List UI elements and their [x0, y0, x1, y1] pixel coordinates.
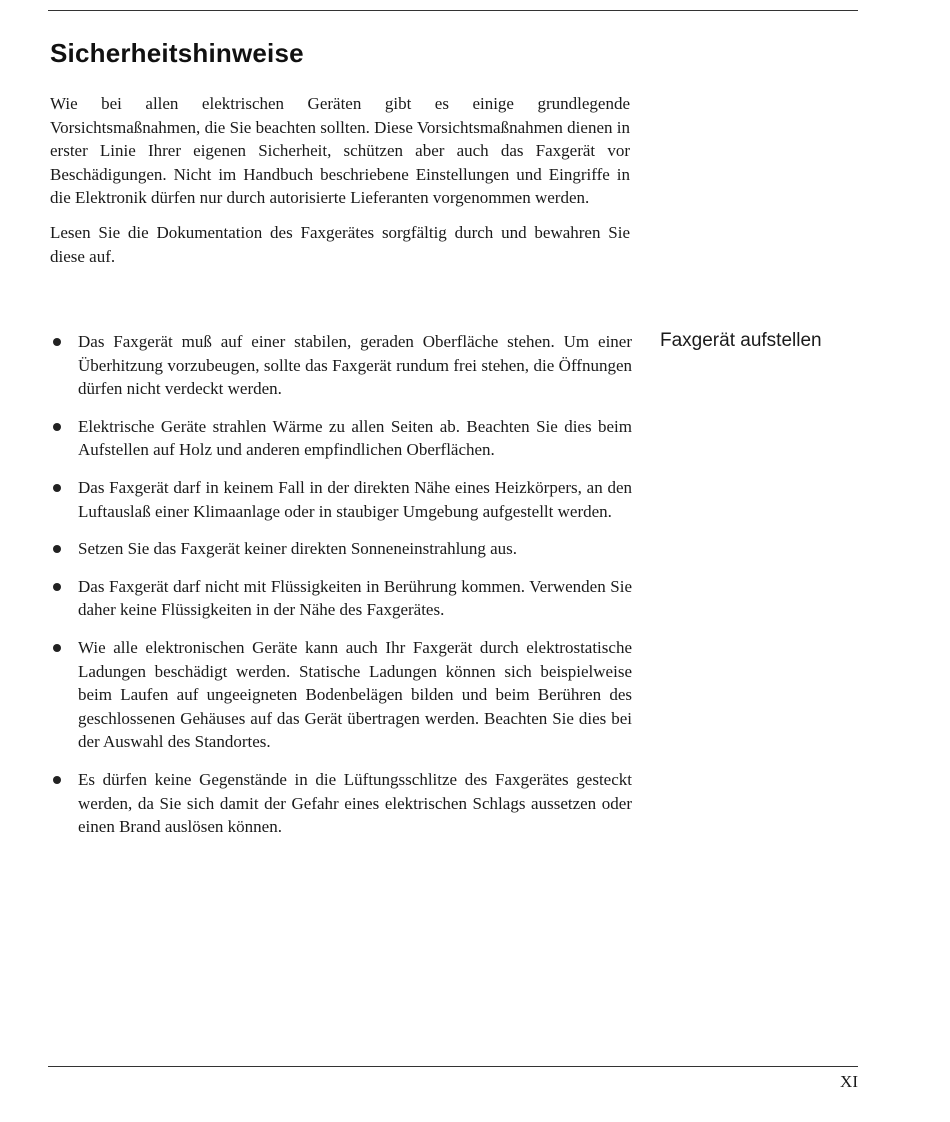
intro-paragraph: Wie bei allen elektrischen Geräten gibt es einige grundlegende Vorsichtsmaßnahmen, die Sie beachten sollten. Diese Vorsichtsmaßnahmen dienen in erster Linie Ihrer eigenen Sicherheit, schützen aber auch das Faxgerät vor Beschädigungen. Nicht im Handbuch beschriebene Einstellungen und Eingriffe in die Elektronik dürfen nur durch autorisierte Lieferanten vorgenommen werden.: [50, 94, 630, 208]
side-heading: Faxgerät aufstellen: [660, 330, 822, 351]
bullet-icon: [53, 545, 61, 553]
list-item: [50, 415, 632, 462]
list-item: [50, 537, 632, 561]
list-item: [50, 575, 632, 622]
list-item: [50, 636, 632, 754]
list-item: [50, 768, 632, 839]
page-title: Sicherheitshinweise: [50, 38, 304, 68]
bullet-icon: [53, 338, 61, 346]
safety-list: [50, 330, 632, 853]
list-item: [50, 330, 632, 401]
bottom-rule: [48, 1066, 858, 1067]
list-item-text: Elektrische Geräte strahlen Wärme zu allen Seiten ab. Beachten Sie dies beim Aufstellen auf Holz und anderen empfindlichen Oberflächen.: [78, 416, 632, 460]
bullet-icon: [53, 776, 61, 784]
list-item-text: Es dürfen keine Gegenstände in die Lüftungsschlitze des Faxgerätes gesteckt werden, da Sie sich damit der Gefahr eines elektrischen Schlags aussetzen oder einen Brand auslösen können.: [78, 769, 632, 837]
list-item-text: Das Faxgerät muß auf einer stabilen, geraden Oberfläche stehen. Um einer Überhitzung vorzubeugen, sollte das Faxgerät rundum frei stehen, die Öffnungen dürfen nicht verdeckt werden.: [78, 332, 632, 399]
bullet-icon: [53, 423, 61, 431]
list-item-text: Wie alle elektronischen Geräte kann auch Ihr Faxgerät durch elektrostatische Ladungen beschädigt werden. Statische Ladungen können sich beispielweise beim Laufen auf ungeeigneten Bodenbelägen bilden und beim Berühren des geschlossenen Gehäuses auf das Gerät übertragen werden. Beachten Sie dies bei der Auswahl des Standortes.: [78, 637, 632, 752]
page-number: XI: [840, 1072, 858, 1091]
bullet-icon: [53, 484, 61, 492]
list-item-text: Setzen Sie das Faxgerät keiner direkten Sonneneinstrahlung aus.: [78, 539, 518, 559]
list-item-text: Das Faxgerät darf nicht mit Flüssigkeiten in Berührung kommen. Verwenden Sie daher keine Flüssigkeiten in der Nähe des Faxgerätes.: [78, 576, 632, 620]
top-rule: [48, 10, 858, 11]
intro-paragraph: Lesen Sie die Dokumentation des Faxgerätes sorgfältig durch und bewahren Sie diese auf.: [50, 222, 630, 266]
list-item: [50, 476, 632, 523]
bullet-icon: [53, 644, 61, 652]
bullet-icon: [53, 583, 61, 591]
intro-section: [50, 92, 630, 279]
list-item-text: Das Faxgerät darf in keinem Fall in der direkten Nähe eines Heizkörpers, an den Luftauslaß einer Klimaanlage oder in staubiger Umgebung aufgestellt werden.: [78, 477, 632, 521]
